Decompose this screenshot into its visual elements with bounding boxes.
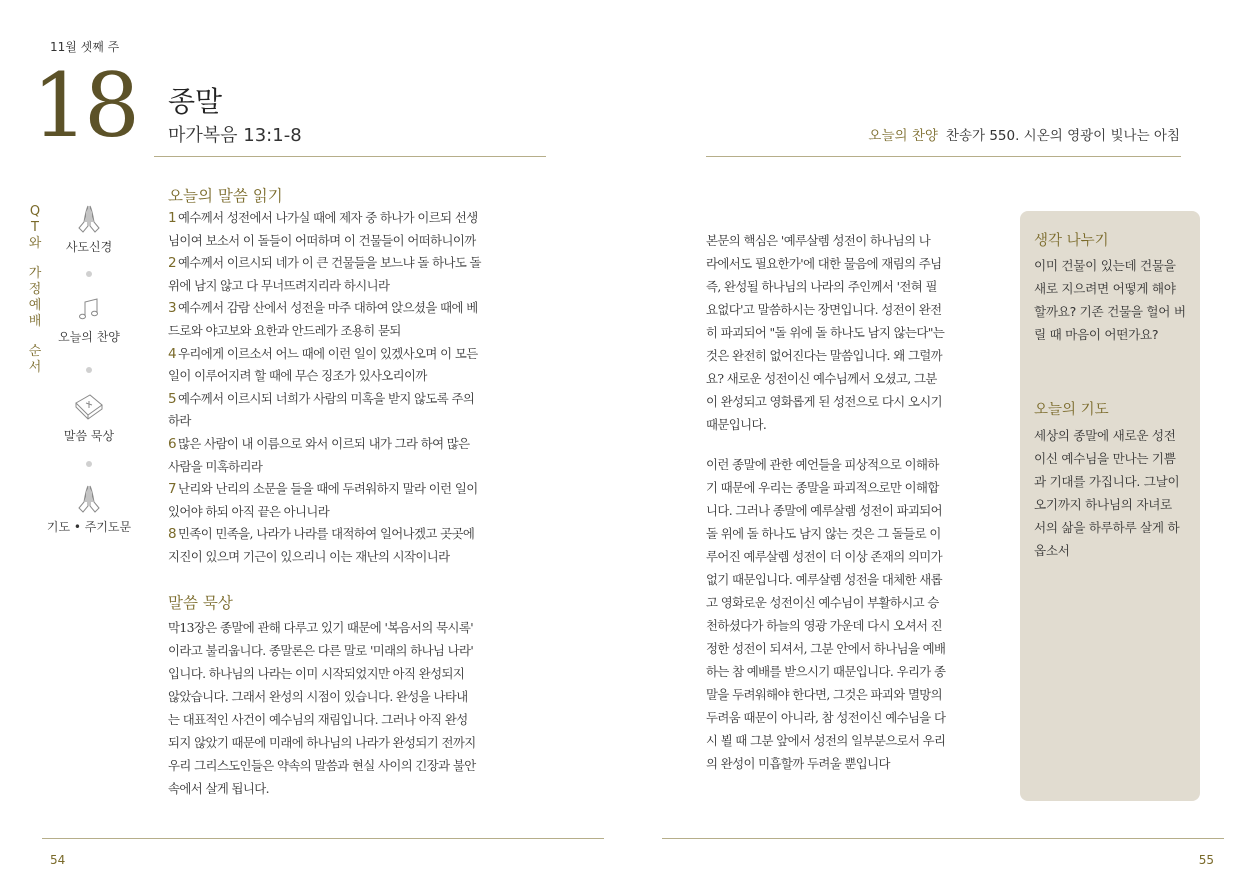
commentary-line: 즉, 완성될 하나님의 나라의 주인께서 '전혀 필 <box>706 279 937 294</box>
verse-line <box>168 365 548 388</box>
prayer-heading: 오늘의 기도 <box>1034 402 1109 418</box>
commentary-line: 이 완성되고 영화롭게 된 성전으로 다시 오시기 <box>706 394 943 409</box>
order-item-hymn <box>40 296 138 345</box>
verse-line <box>168 501 548 524</box>
verse-number: 4 <box>168 345 176 362</box>
praying-hands-icon <box>73 204 105 234</box>
verse-text: 난리와 난리의 소문을 들을 때에 두려워하지 말라 이런 일이 <box>178 481 478 497</box>
commentary-line: 요? 새로운 성전이신 예수님께서 오셨고, 그분 <box>706 371 937 386</box>
meditation-line: 이라고 불리웁니다. 종말론은 다른 말로 '미래의 하나님 나라' <box>168 643 474 658</box>
verse-text: 예수께서 감람 산에서 성전을 마주 대하여 앉으셨을 때에 베 <box>178 300 478 316</box>
verse-line <box>168 343 548 366</box>
verse-number: 3 <box>168 300 176 317</box>
verse-line <box>168 546 548 569</box>
prayer-text <box>1034 424 1190 562</box>
verse-text: 님이여 보소서 이 돌들이 어떠하며 이 건물들이 어떠하니이까 <box>168 232 476 248</box>
scripture-reading <box>168 207 548 569</box>
order-item-label: 오늘의 찬양 <box>58 330 120 344</box>
music-note-icon <box>73 296 105 324</box>
verse-text: 예수께서 이르시되 네가 이 큰 건물들을 보느냐 돌 하나도 돌 <box>178 255 481 271</box>
share-heading: 생각 나누기 <box>1034 233 1109 249</box>
meditation-heading: 말씀 묵상 <box>168 594 233 612</box>
page-number-right: 55 <box>1198 853 1214 867</box>
commentary-line: 두려움 때문이 아니라, 참 성전이신 예수님을 다 <box>706 710 946 725</box>
verse-line <box>168 320 548 343</box>
verse-text: 사람을 미혹하리라 <box>168 458 263 474</box>
commentary-line: 본문의 핵심은 '예루살렘 성전이 하나님의 나 <box>706 233 931 248</box>
order-item-label: 사도신경 <box>65 240 113 254</box>
share-line: 릴 때 마음이 어떤가요? <box>1034 327 1159 342</box>
page-title: 종말 <box>168 85 223 118</box>
commentary-line: 없기 때문입니다. 예루살렘 성전을 대체한 새롭 <box>706 572 943 587</box>
commentary-line: 니다. 그러나 종말에 예루살렘 성전이 파괴되어 <box>706 503 943 518</box>
vertical-title-char: T <box>31 220 39 235</box>
verse-line <box>168 433 548 456</box>
vertical-title-char: 가 <box>28 266 42 281</box>
commentary-line: 라에서도 필요한가'에 대한 물음에 재림의 주님 <box>706 256 942 271</box>
verse-line <box>168 456 548 479</box>
order-item-label: 말씀 묵상 <box>63 429 115 443</box>
hymn-of-the-day <box>868 124 1180 144</box>
verse-number: 2 <box>168 255 176 272</box>
share-line: 할까요? 기존 건물을 헐어 버 <box>1034 304 1186 319</box>
verse-text: 있어야 하되 아직 끝은 아니니라 <box>168 503 330 519</box>
order-separator-dot <box>86 461 92 467</box>
prayer-line: 오기까지 하나님의 자녀로 <box>1034 497 1172 512</box>
commentary-paragraph-1 <box>706 229 1006 436</box>
commentary-line: 의 완성이 미흡할까 두려울 뿐입니다 <box>706 756 890 771</box>
verse-line <box>168 297 548 320</box>
vertical-title-char: 서 <box>28 360 42 375</box>
prayer-line: 옵소서 <box>1034 543 1070 558</box>
verse-line <box>168 478 548 501</box>
commentary-line: 히 파괴되어 "돌 위에 돌 하나도 남지 않는다"는 <box>706 325 945 340</box>
meditation-line: 우리 그리스도인들은 약속의 말씀과 현실 사이의 긴장과 불안 <box>168 758 476 773</box>
verse-number: 6 <box>168 435 176 452</box>
vertical-title-char: Q <box>29 204 41 219</box>
meditation-line: 않았습니다. 그래서 완성의 시점이 있습니다. 완성을 나타내 <box>168 689 468 704</box>
sidebar-panel <box>1020 211 1200 801</box>
share-text <box>1034 254 1190 346</box>
verse-number: 7 <box>168 481 176 498</box>
verse-line <box>168 252 548 275</box>
verse-number: 1 <box>168 210 176 226</box>
verse-line <box>168 230 548 253</box>
order-item-creed <box>40 204 138 255</box>
meditation-line: 막13장은 종말에 관해 다루고 있기 때문에 '복음서의 묵시록' <box>168 620 474 635</box>
verse-text: 민족이 민족을, 나라가 나라를 대적하여 일어나겠고 곳곳에 <box>178 526 475 542</box>
meditation-text <box>168 616 548 800</box>
prayer-line: 이신 예수님을 만나는 기쁨 <box>1034 451 1176 466</box>
praying-hands-icon <box>73 484 105 514</box>
verse-line <box>168 388 548 411</box>
commentary-line: 루어진 예루살렘 성전이 더 이상 존재의 의미가 <box>706 549 943 564</box>
commentary-line: 돌 위에 돌 하나도 남지 않는 것은 그 돌들로 이 <box>706 526 941 541</box>
scripture-passage: 마가복음 13:1-8 <box>168 125 302 146</box>
hymn-text: 찬송가 550. 시온의 영광이 빛나는 아침 <box>945 128 1180 144</box>
commentary-line: 하는 참 예배를 받으시기 때문입니다. 우리가 종 <box>706 664 946 679</box>
verse-text: 위에 남지 않고 다 무너뜨려지리라 하시니라 <box>168 277 390 293</box>
page-number-left: 54 <box>50 853 66 867</box>
order-item-prayer <box>40 484 138 535</box>
prayer-line: 과 기대를 가집니다. 그날이 <box>1034 474 1180 489</box>
commentary-line: 이런 종말에 관한 예언들을 피상적으로 이해하 <box>706 457 939 472</box>
header-divider-right <box>706 156 1181 157</box>
order-item-label: 기도 • 주기도문 <box>46 520 132 534</box>
day-number: 18 <box>32 54 136 157</box>
commentary-line: 정한 성전이 되셔서, 그분 안에서 하나님을 예배 <box>706 641 946 656</box>
verse-line <box>168 207 548 230</box>
share-line: 새로 지으려면 어떻게 해야 <box>1034 281 1176 296</box>
verse-text: 예수께서 성전에서 나가실 때에 제자 중 하나가 이르되 선생 <box>178 210 478 225</box>
header-divider-left <box>154 156 546 157</box>
commentary-paragraph-2 <box>706 453 1006 775</box>
meditation-line: 는 대표적인 사건이 예수님의 재림입니다. 그러나 아직 완성 <box>168 712 468 727</box>
verse-number: 5 <box>168 390 176 407</box>
verse-text: 일이 이루어지려 할 때에 무슨 징조가 있사오리이까 <box>168 368 427 384</box>
vertical-title-char: 와 <box>28 236 42 251</box>
verse-text: 우리에게 이르소서 어느 때에 이런 일이 있겠사오며 이 모든 <box>178 345 478 361</box>
commentary-line: 요없다'고 말씀하시는 장면입니다. 성전이 완전 <box>706 302 942 317</box>
commentary-line: 기 때문에 우리는 종말을 파괴적으로만 이해합 <box>706 480 939 495</box>
bible-icon <box>72 391 106 423</box>
vertical-title-char: 배 <box>28 314 42 329</box>
commentary-line: 고 영화로운 성전이신 예수님이 부활하시고 승 <box>706 595 939 610</box>
meditation-line: 입니다. 하나님의 나라는 이미 시작되었지만 아직 완성되지 <box>168 666 465 681</box>
footer-divider-right <box>662 838 1224 839</box>
order-separator-dot <box>86 271 92 277</box>
vertical-title-char: 순 <box>28 344 42 359</box>
verse-line <box>168 410 548 433</box>
reading-heading: 오늘의 말씀 읽기 <box>168 187 283 205</box>
share-line: 이미 건물이 있는데 건물을 <box>1034 258 1176 273</box>
commentary-line: 천하셨다가 하늘의 영광 가운데 다시 오셔서 진 <box>706 618 943 633</box>
verse-text: 지진이 있으며 기근이 있으리니 이는 재난의 시작이니라 <box>168 548 450 564</box>
commentary-line: 때문입니다. <box>706 417 767 432</box>
verse-text: 하라 <box>168 413 191 429</box>
verse-text: 드로와 야고보와 요한과 안드레가 조용히 묻되 <box>168 322 401 338</box>
week-label: 11월 셋째 주 <box>50 40 120 54</box>
order-separator-dot <box>86 367 92 373</box>
meditation-line: 되지 않았기 때문에 미래에 하나님의 나라가 완성되기 전까지 <box>168 735 476 750</box>
prayer-line: 서의 삶을 하루하루 살게 하 <box>1034 520 1180 535</box>
commentary-line: 말을 두려워해야 한다면, 그것은 파괴와 멸망의 <box>706 687 943 702</box>
vertical-title-char: 정 <box>28 282 42 297</box>
commentary-line: 것은 완전히 없어진다는 말씀입니다. 왜 그럴까 <box>706 348 943 363</box>
hymn-label: 오늘의 찬양 <box>868 128 938 144</box>
order-item-meditation <box>40 391 138 444</box>
verse-text: 예수께서 이르시되 너희가 사람의 미혹을 받지 않도록 주의 <box>178 390 475 406</box>
prayer-line: 세상의 종말에 새로운 성전 <box>1034 428 1176 443</box>
verse-line <box>168 523 548 546</box>
verse-line <box>168 275 548 298</box>
vertical-title-char: 예 <box>28 298 42 313</box>
footer-divider-left <box>42 838 604 839</box>
verse-text: 많은 사람이 내 이름으로 와서 이르되 내가 그라 하여 많은 <box>178 435 470 451</box>
verse-number: 8 <box>168 526 176 543</box>
meditation-line: 속에서 살게 됩니다. <box>168 781 269 796</box>
commentary-line: 시 뵐 때 그분 앞에서 성전의 일부분으로서 우리 <box>706 733 946 748</box>
